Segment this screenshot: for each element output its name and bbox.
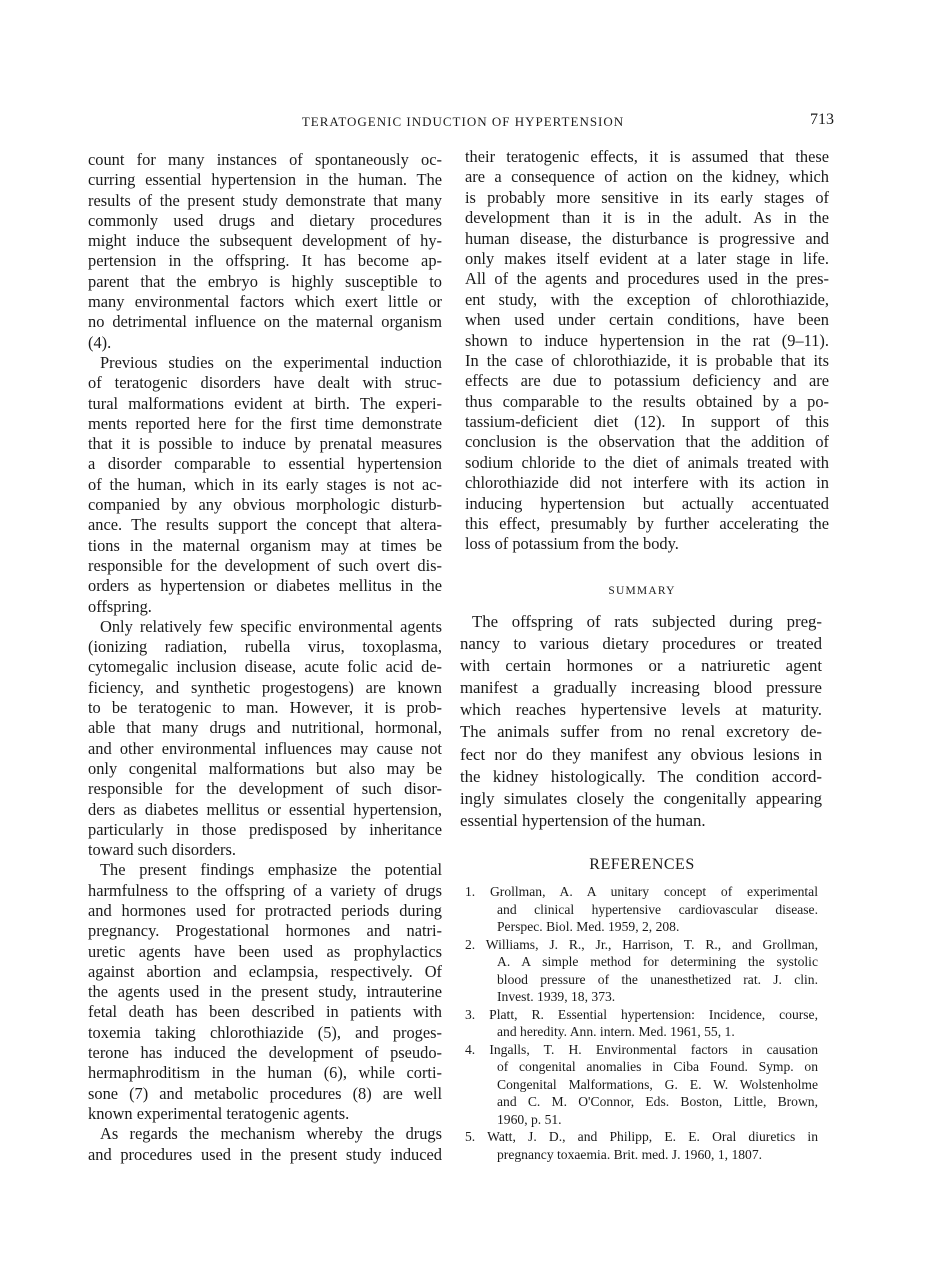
- text-line: thus comparable to the results obtained by a po-: [465, 391, 829, 411]
- reference-line: 3. Platt, R. Essential hypertension: Incidence, course,: [465, 1006, 818, 1022]
- text-line: sodium chloride to the diet of animals treated with: [465, 452, 829, 472]
- text-line: chlorothiazide did not interfere with its action in: [465, 473, 829, 493]
- text-line: uretic agents have been used as prophylactics: [88, 941, 442, 961]
- text-line: ance. The results support the concept that altera-: [88, 515, 442, 535]
- text-line: cytomegalic inclusion disease, acute folic acid de-: [88, 657, 442, 677]
- text-line: ficiency, and synthetic progestogens) are known: [88, 677, 442, 697]
- text-line: Only relatively few specific environmental agents: [100, 616, 442, 636]
- text-line: only makes itself evident at a later stage in life.: [465, 248, 829, 268]
- reference-item: [465, 1006, 818, 1041]
- text-line: companied by any obvious morphologic disturb-: [88, 495, 442, 515]
- text-line: ments reported here for the first time demonstrate: [88, 413, 442, 433]
- text-line: fetal death has been described in patients with: [88, 1002, 442, 1022]
- text-line: toward such disorders.: [88, 840, 236, 860]
- text-line: toxemia taking chlorothiazide (5), and proges-: [88, 1022, 442, 1042]
- text-line: their teratogenic effects, it is assumed that these: [465, 147, 829, 166]
- reference-line: 4. Ingalls, T. H. Environmental factors in causation: [465, 1041, 818, 1057]
- text-line: ders as diabetes mellitus or essential hypertension,: [88, 799, 442, 819]
- text-line: tions in the maternal organism may at times be: [88, 535, 442, 555]
- text-line: ingly simulates closely the congenitally appearing: [460, 788, 822, 808]
- text-line: pregnancy. Progestational hormones and natri-: [88, 921, 442, 941]
- text-line: might induce the subsequent development of hy-: [88, 231, 442, 251]
- references-heading: REFERENCES: [589, 856, 695, 873]
- text-line: tural malformations evident at birth. The experi-: [88, 393, 442, 413]
- text-line: Previous studies on the experimental induction: [100, 352, 442, 372]
- text-line: hermaphroditism in the human (6), while corti-: [88, 1063, 442, 1083]
- text-line: results of the present study demonstrate that many: [88, 190, 442, 210]
- text-line: curring essential hypertension in the human. The: [88, 170, 442, 190]
- text-line: able that many drugs and nutritional, hormonal,: [88, 718, 442, 738]
- reference-line: pregnancy toxaemia. Brit. med. J. 1960, 1, 1807.: [497, 1146, 763, 1162]
- summary-heading: SUMMARY: [608, 585, 676, 597]
- text-line: (ionizing radiation, rubella virus, toxoplasma,: [88, 637, 442, 657]
- text-line: known experimental teratogenic agents.: [88, 1103, 350, 1123]
- text-line: fect nor do they manifest any obvious lesions in: [460, 744, 822, 764]
- reference-line: 1. Grollman, A. A unitary concept of experimental: [465, 884, 818, 899]
- text-line: and hormones used for protracted periods during: [88, 900, 442, 920]
- text-line: of teratogenic disorders have dealt with struc-: [88, 373, 442, 393]
- text-line: are a consequence of action on the kidney, which: [465, 167, 829, 187]
- summary-text: [460, 611, 822, 832]
- text-line: (4).: [88, 332, 112, 352]
- reference-item: [465, 883, 818, 936]
- text-line: The animals suffer from no renal excretory de-: [460, 722, 822, 742]
- text-line: count for many instances of spontaneously oc-: [88, 150, 442, 169]
- text-line: inducing hypertension but actually accentuated: [465, 493, 829, 513]
- text-line: In the case of chlorothiazide, it is probable that its: [465, 350, 829, 370]
- text-line: offspring.: [88, 596, 152, 616]
- text-line: when used under certain conditions, have been: [465, 310, 829, 330]
- text-line: no detrimental influence on the maternal organism: [88, 312, 442, 332]
- text-line: terone has induced the development of pseudo-: [88, 1043, 442, 1063]
- text-line: effects are due to potassium deficiency and are: [465, 371, 829, 391]
- text-line: a disorder comparable to essential hypertension: [88, 454, 442, 474]
- text-line: manifest a gradually increasing blood pressure: [460, 678, 822, 698]
- text-line: sone (7) and metabolic procedures (8) are well: [88, 1083, 442, 1103]
- right-column-text: [465, 147, 829, 555]
- text-line: with certain hormones or a natriuretic agent: [460, 656, 822, 676]
- text-line: orders as hypertension or diabetes mellitus in the: [88, 576, 442, 596]
- text-line: pertension in the offspring. It has become ap-: [88, 251, 442, 271]
- text-line: many environmental factors which exert little or: [88, 292, 442, 312]
- text-line: responsible for the development of such disor-: [88, 779, 442, 799]
- text-line: against abortion and eclampsia, respectively. Of: [88, 961, 442, 981]
- text-line: essential hypertension of the human.: [460, 810, 706, 830]
- reference-line: and C. M. O'Connor, Eds. Boston, Little, Brown,: [497, 1094, 818, 1109]
- reference-line: 2. Williams, J. R., Jr., Harrison, T. R., and Grollman,: [465, 936, 818, 952]
- text-line: particularly in those predisposed by inheritance: [88, 819, 442, 839]
- reference-line: and clinical hypertensive cardiovascular disease.: [497, 901, 818, 917]
- text-line: shown to induce hypertension in the rat (9–11).: [465, 330, 829, 350]
- text-line: ent study, with the exception of chlorothiazide,: [465, 289, 829, 309]
- text-line: commonly used drugs and dietary procedures: [88, 210, 442, 230]
- text-line: All of the agents and procedures used in the pres-: [465, 269, 829, 289]
- text-line: human disease, the disturbance is progressive and: [465, 228, 829, 248]
- text-line: As regards the mechanism whereby the drugs: [100, 1124, 442, 1144]
- reference-line: and heredity. Ann. intern. Med. 1961, 55, 1.: [497, 1024, 735, 1039]
- text-line: loss of potassium from the body.: [465, 534, 679, 554]
- text-line: only congenital malformations but also may be: [88, 758, 442, 778]
- text-line: the agents used in the present study, intrauterine: [88, 982, 442, 1002]
- text-line: which reaches hypertensive levels at maturity.: [460, 700, 822, 720]
- text-line: and procedures used in the present study induced: [88, 1144, 442, 1164]
- reference-line: Congenital Malformations, G. E. W. Wolstenholme: [497, 1076, 818, 1092]
- text-line: of the human, which in its early stages is not ac-: [88, 474, 442, 494]
- text-line: The present findings emphasize the potential: [100, 860, 442, 880]
- reference-line: Invest. 1939, 18, 373.: [497, 989, 616, 1004]
- left-column-text: [88, 150, 442, 1165]
- reference-item: [465, 936, 818, 1006]
- reference-line: Perspec. Biol. Med. 1959, 2, 208.: [497, 919, 680, 934]
- reference-line: A. A simple method for determining the systolic: [497, 954, 818, 969]
- running-title: TERATOGENIC INDUCTION OF HYPERTENSION: [301, 114, 625, 129]
- text-line: responsible for the development of such overt dis-: [88, 555, 442, 575]
- text-line: parent that the embryo is highly susceptible to: [88, 271, 442, 291]
- reference-item: [465, 1041, 818, 1129]
- references-list: [465, 883, 818, 1163]
- text-line: tassium-deficient diet (12). In support of this: [465, 412, 829, 432]
- reference-line: of congenital anomalies in Ciba Found. Symp. on: [497, 1059, 818, 1074]
- text-line: conclusion is the observation that the addition of: [465, 432, 829, 452]
- text-line: harmfulness to the offspring of a variety of drugs: [88, 880, 442, 900]
- text-line: is probably more sensitive in its early stages of: [465, 187, 829, 207]
- text-line: nancy to various dietary procedures or treated: [460, 634, 822, 654]
- page-number: 713: [810, 111, 834, 128]
- text-line: that it is possible to induce by prenatal measures: [88, 434, 442, 454]
- text-line: and other environmental influences may cause not: [88, 738, 442, 758]
- reference-line: 1960, p. 51.: [497, 1111, 562, 1127]
- text-line: this effect, presumably by further accelerating the: [465, 514, 829, 534]
- text-line: to be teratogenic to man. However, it is prob-: [88, 698, 442, 718]
- text-line: development than it is in the adult. As in the: [465, 208, 829, 228]
- text-line: the kidney histologically. The condition accord-: [460, 766, 822, 786]
- reference-item: [465, 1128, 818, 1163]
- reference-line: 5. Watt, J. D., and Philipp, E. E. Oral diuretics in: [465, 1129, 818, 1144]
- reference-line: blood pressure of the unanesthetized rat. J. clin.: [497, 971, 818, 987]
- text-line: The offspring of rats subjected during preg-: [472, 612, 822, 631]
